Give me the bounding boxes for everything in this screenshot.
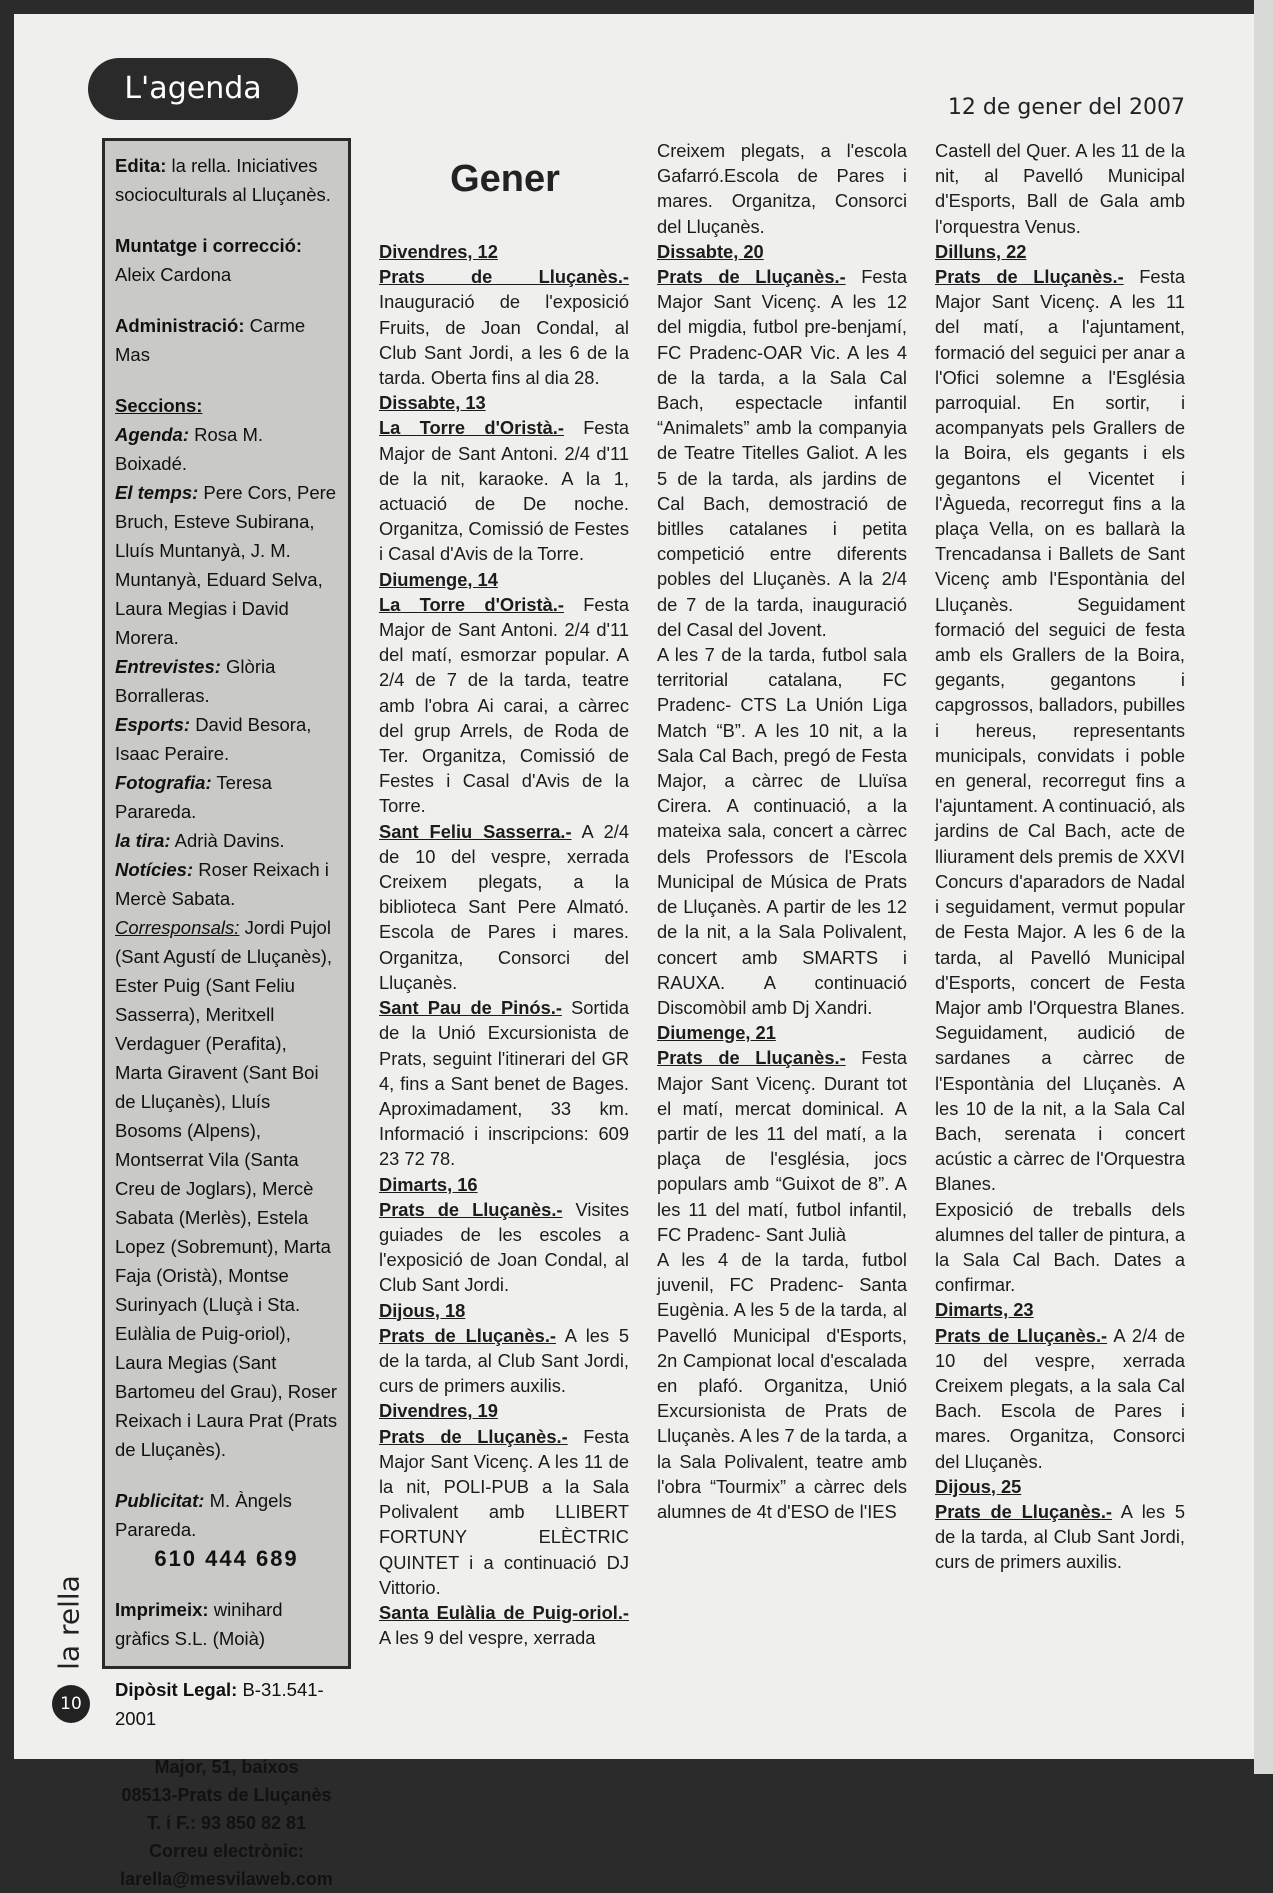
entry-place: Prats de Lluçanès.- [935,266,1124,288]
entry-text: Inauguració de l'exposició Fruits, de Joan Condal, al Club Sant Jordi, a les 6 de la tarda. Oberta fins al dia 28. [379,291,629,389]
credit-noticies: Notícies: Roser Reixach i Mercè Sabata. [115,859,329,909]
entry-text: Exposició de treballs dels alumnes del taller de pintura, a la Sala Cal Bach. Dates a confirmar. [935,1198,1185,1296]
entry-text: A les 5 de la tarda, al Club Sant Jordi, curs de primers auxilis. [935,1500,1186,1573]
entry-place: Prats de Lluçanès.- [935,1500,1113,1522]
credit-admin: Administració: Carme Mas [115,315,306,365]
agenda-entry [379,592,629,819]
credit-entrevistes: Entrevistes: Glòria Borralleras. [115,656,276,706]
day-heading: Diumenge, 21 [657,1022,776,1044]
entry-place: Prats de Lluçanès.- [379,1425,568,1447]
agenda-entry [379,819,629,995]
entry-place: Prats de Lluçanès.- [379,266,629,288]
entry-place: Prats de Lluçanès.- [935,1324,1108,1346]
credit-seccions: Seccions: [115,395,203,416]
entry-text: A les 9 del vespre, xerrada [379,1627,596,1649]
magazine-side-label: la rella [52,1575,86,1670]
entry-place: Santa Eulàlia de Puig-oriol.- [379,1601,629,1623]
agenda-entry [935,138,1185,239]
agenda-column-1 [379,239,629,1650]
day-heading: Dilluns, 22 [935,240,1027,262]
address-email-label: Correu electrònic: [148,1841,305,1861]
entry-text: Festa Major Sant Vicenç. A les 11 de la nit, POLI-PUB a la Sala Polivalent amb LLIBERT FORTUNY ELÈCTRIC QUINTET i a continuació DJ Vittorio. [379,1425,629,1598]
section-pill: L'agenda [88,58,298,120]
day-heading: Divendres, 12 [379,241,498,262]
entry-place: Prats de Lluçanès.- [379,1198,563,1220]
entry-place: La Torre d'Oristà.- [379,417,564,439]
day-heading: Dijous, 18 [379,1299,466,1321]
agenda-entry [935,1197,1185,1298]
agenda-entry [657,138,907,239]
address-city: 08513-Prats de Lluçanès [121,1785,332,1805]
entry-place: Sant Pau de Pinós.- [379,997,562,1019]
address-street: Major, 51, baixos [154,1757,299,1777]
phone-number: 610 444 689 [154,1546,299,1571]
entry-text: Visites guiades de les escoles a l'exposició de Joan Condal, al Club Sant Jordi. [379,1198,629,1296]
agenda-entry [379,1323,629,1399]
entry-place: Prats de Lluçanès.- [657,1047,846,1069]
agenda-entry [935,1323,1185,1474]
credit-imprimeix: Imprimeix: winihard gràfics S.L. (Moià) [115,1599,283,1649]
agenda-column-2 [657,138,907,1524]
credit-temps: El temps: Pere Cors, Pere Bruch, Esteve Subirana, Lluís Muntanyà, J. M. Muntanyà, Eduard Selva, Laura Megias i David Morera. [115,482,337,648]
entry-text: A 2/4 de 10 del vespre, xerrada Creixem plegats, a la biblioteca Sant Pere Almató. Escola de Pares i mares. Organitza, Consorci del Lluçanès. [379,820,630,993]
day-heading: Dimarts, 23 [935,1299,1034,1321]
entry-text: A les 5 de la tarda, al Club Sant Jordi, curs de primers auxilis. [379,1324,630,1397]
entry-text: Festa Major de Sant Antoni. 2/4 d'11 de la nit, karaoke. A la 1, actuació de De noche. Organitza, Comissió de Festes i Casal d'Avis de la Torre. [379,417,629,565]
entry-place: Sant Feliu Sasserra.- [379,820,572,842]
page-number: 10 [52,1685,90,1723]
entry-text: A les 4 de la tarda, futbol juvenil, FC Pradenc- Santa Eugènia. A les 5 de la tarda, al Pavelló Municipal d'Esports, 2n Campionat local d'escalada en plafó. Organitza, Unió Excursionista de Prats de Lluçanès. A les 7 de la tarda, a la Sala Polivalent, teatre amb l'obra “Tourmix” a càrrec dels alumnes de 4t d'ESO de l'IES [657,1248,907,1522]
entry-text: A 2/4 de 10 del vespre, xerrada Creixem plegats, a la sala Cal Bach. Escola de Pares i mares. Organitza, Consorci del Lluçanès. [935,1324,1185,1472]
agenda-entry [379,1424,629,1600]
entry-place: Prats de Lluçanès.- [657,266,846,288]
agenda-entry [657,1045,907,1247]
agenda-entry [379,1600,629,1650]
day-heading: Dimarts, 16 [379,1173,478,1195]
month-title: Gener [450,158,560,200]
entry-text: Festa Major de Sant Antoni. 2/4 d'11 del matí, esmorzar popular. A 2/4 de 7 de la tarda, teatre amb l'obra Ai carai, a càrrec del grup Arrels, de Roda de Ter. Organitza, Comissió de Festes i Casal d'Avis de la Torre. [379,593,629,817]
agenda-entry [657,1247,907,1524]
address-block [115,1753,338,1893]
day-heading: Divendres, 19 [379,1400,498,1422]
credit-diposit: Dipòsit Legal: B-31.541-2001 [115,1679,324,1729]
day-heading: Dissabte, 20 [657,240,764,262]
entry-text: Creixem plegats, a l'escola Gafarró.Escola de Pares i mares. Organitza, Consorci del Lluçanès. [657,140,907,237]
agenda-entry [935,1499,1185,1575]
agenda-entry [935,264,1185,1197]
credit-agenda: Agenda: Rosa M. Boixadé. [115,424,264,474]
credit-esports: Esports: David Besora, Isaac Peraire. [115,714,312,764]
address-email: larella@mesvilaweb.com [120,1869,333,1889]
credit-muntatge: Muntatge i correcció: Aleix Cardona [115,235,303,285]
agenda-column-3 [935,138,1185,1575]
entry-place: Prats de Lluçanès.- [379,1324,557,1346]
day-heading: Dissabte, 13 [379,392,486,414]
entry-text: Festa Major Sant Vicenç. A les 11 del matí, a l'ajuntament, formació del seguici per anar a l'Ofici solemne a l'Església parroquial. En sortir, i acompanyats pels Grallers de la Boira, els gegants i els gegantons el Vicentet i l'Àgueda, recorregut fins a la plaça Vella, on es ballarà la Trencadansa i Ballets de Sant Vicenç amb l'Espontània del Lluçanès. Seguidament formació del seguici de festa amb els Grallers de la Boira, gegants, gegantons i capgrossos, balladors, pubilles i hereus, representants municipals, convidats i poble en general, recorregut fins a l'ajuntament. A continuació, als jardins de Cal Bach, acte de lliurament dels premis de XXVI Concurs d'aparadors de Nadal i seguidament, vermut popular de Festa Major. A les 6 de la tarda, al Pavelló Municipal d'Esports, concert de Festa Major amb l'Orquestra Blanes. Seguidament, audició de sardanes a càrrec de l'Espontània del Lluçanès. A les 10 de la nit, a la Sala Cal Bach, serenata i concert acústic a càrrec de l'Orquestra Blanes. [935,266,1185,1195]
credits-box [102,138,351,1889]
credit-publicitat: Publicitat: M. Àngels Parareda. [115,1490,292,1540]
entry-text: Castell del Quer. A les 11 de la nit, al Pavelló Municipal d'Esports, Ball de Gala amb l'orquestra Venus. [935,140,1185,237]
agenda-entry [379,1197,629,1298]
credit-tira: la tira: Adrià Davins. [115,830,285,851]
agenda-entry [657,264,907,642]
agenda-entry [379,995,629,1171]
credit-fotografia: Fotografia: Teresa Parareda. [115,772,272,822]
credit-corresponsals: Corresponsals: Jordi Pujol (Sant Agustí de Lluçanès), Ester Puig (Sant Feliu Sasserra), Meritxell Verdaguer (Perafita), Marta Giravent (Sant Boi de Lluçanès), Lluís Bosoms (Alpens), Montserrat Vila (Santa Creu de Joglars), Mercè Sabata (Merlès), Estela Lopez (Sobremunt), Marta Faja (Oristà), Montse Surinyach (Lluçà i Sta. Eulàlia de Puig-oriol), Laura Megias (Sant Bartomeu del Grau), Roser Reixach i Laura Prat (Prats de Lluçanès). [115,917,338,1460]
entry-text: Festa Major Sant Vicenç. A les 12 del migdia, futbol pre-benjamí, FC Pradenc-OAR Vic. A les 4 de la tarda, a la Sala Cal Bach, espectacle infantil “Animalets” amb la companyia de Teatre Titelles Galiot. A les 5 de la tarda, als jardins de Cal Bach, demostració de bitlles catalanes i petita competició entre diferents pobles del Lluçanès. A la 2/4 de 7 de la tarda, inauguració del Casal del Jovent. [657,266,907,640]
entry-text: Sortida de la Unió Excursionista de Prats, seguint l'itinerari del GR 4, fins a Sant benet de Bages. Aproximadament, 33 km. Informació i inscripcions: 609 23 72 78. [379,997,629,1170]
entry-place: La Torre d'Oristà.- [379,593,564,615]
day-heading: Dijous, 25 [935,1475,1022,1497]
agenda-entry [657,642,907,1020]
entry-text: Festa Major Sant Vicenç. Durant tot el matí, mercat dominical. A partir de les 11 del matí, a la plaça de l'església, jocs populars amb “Guixot de 8”. A les 11 del matí, futbol infantil, FC Pradenc- Sant Julià [657,1047,907,1245]
agenda-entry [379,264,629,390]
credit-edita: Edita: la rella. Iniciatives socioculturals al Lluçanès. [115,155,331,205]
day-heading: Diumenge, 14 [379,568,498,590]
page-edge [1254,0,1273,1774]
issue-date: 12 de gener del 2007 [947,95,1185,120]
agenda-entry [379,415,629,566]
entry-text: A les 7 de la tarda, futbol sala territorial catalana, FC Pradenc- CTS La Unión Liga Match “B”. A les 10 nit, a la Sala Cal Bach, pregó de Festa Major, a càrrec de Lluïsa Cirera. A continuació, a la mateixa sala, concert a càrrec dels Professors de l'Escola Municipal de Música de Prats de Lluçanès. A partir de les 12 de la nit, a la Sala Polivalent, concert amb SMARTS i RAUXA. A continuació Discomòbil amb Dj Xandri. [657,644,907,1018]
address-phone: T. i F.: 93 850 82 81 [146,1813,307,1833]
